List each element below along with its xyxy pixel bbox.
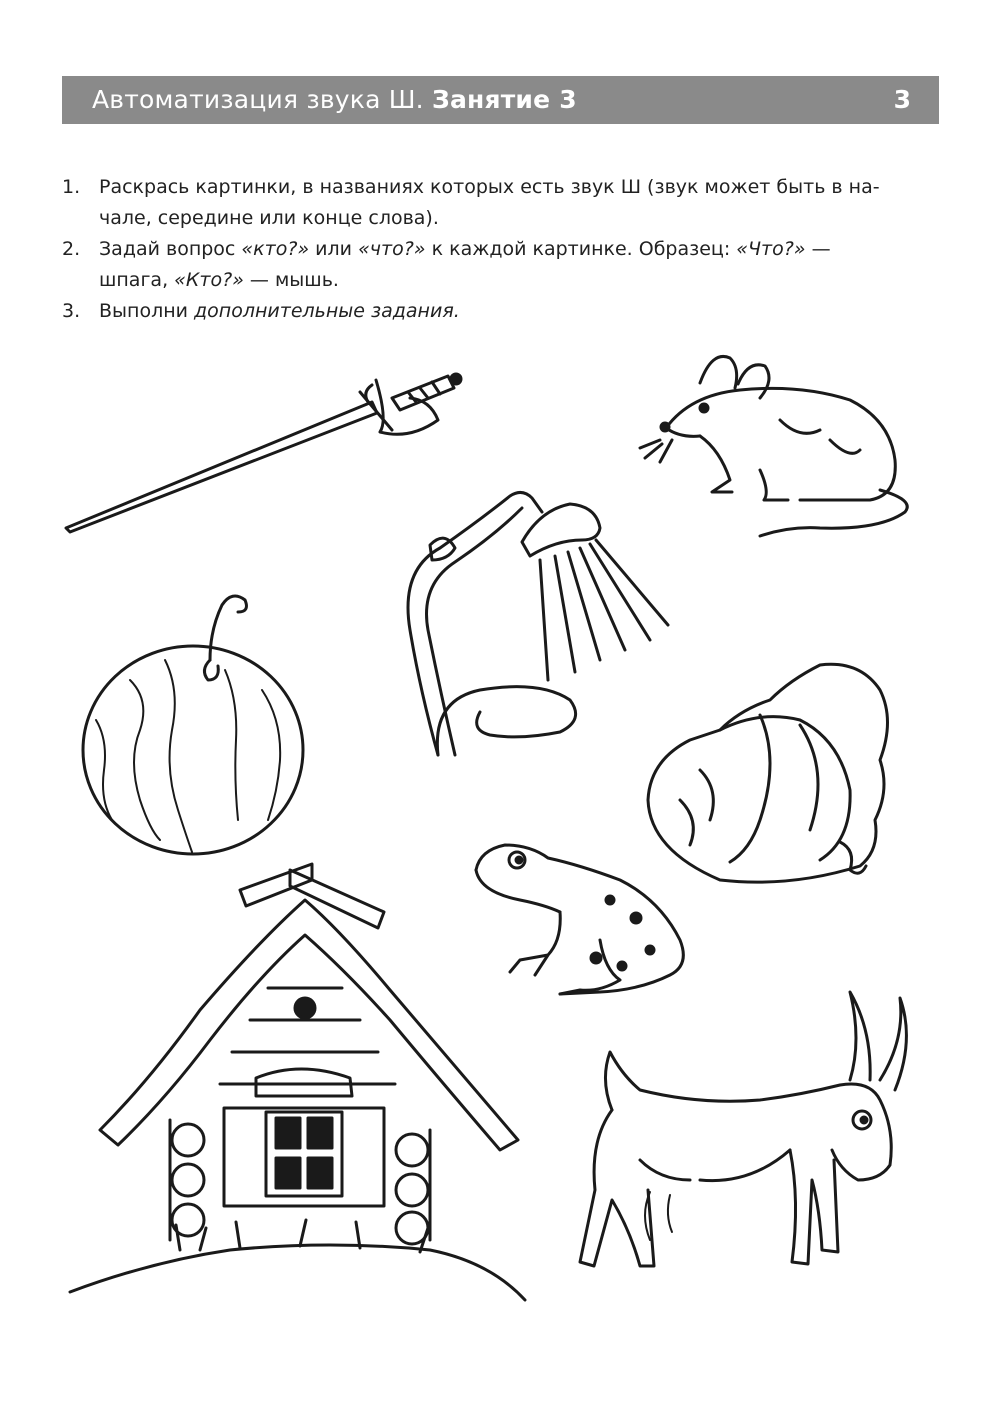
cabbage-picture[interactable] [648, 664, 888, 882]
frog-picture[interactable] [476, 845, 683, 994]
goat-picture[interactable] [580, 992, 906, 1266]
page-title: Автоматизация звука Ш. Занятие 3 [92, 85, 577, 114]
house-picture[interactable] [70, 864, 525, 1300]
instruction-2: 2. Задай вопрос «кто?» или «что?» к каждой картинке. Образец: «Что?» — шпага, «Кто?» — мышь. [62, 238, 831, 291]
watermelon-picture[interactable] [83, 596, 303, 854]
mouse-picture[interactable] [640, 356, 907, 536]
sword-picture[interactable] [66, 374, 461, 532]
instruction-3: 3. Выполни дополнительные задания. [62, 300, 460, 322]
shower-picture[interactable] [408, 492, 668, 755]
page-number: 3 [893, 85, 911, 114]
instruction-1: 1. Раскрась картинки, в названиях которых есть звук Ш (звук может быть в на- чале, середине или конце слова). [62, 176, 880, 229]
